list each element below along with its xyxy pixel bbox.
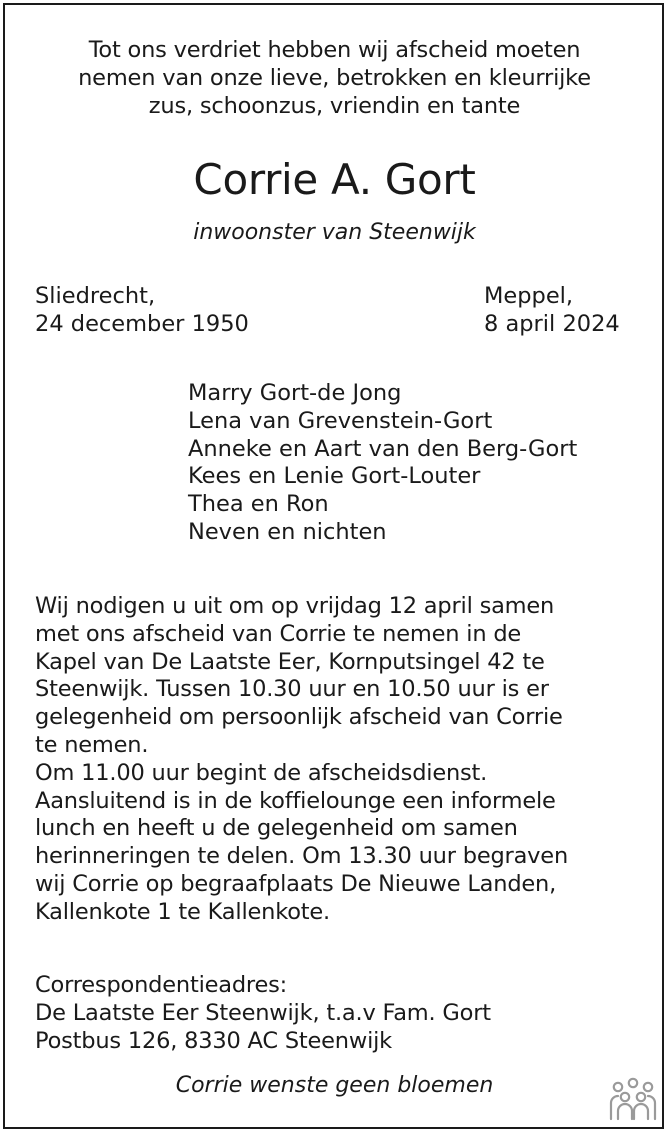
death-place: Meppel, bbox=[484, 283, 574, 309]
birth-date: 24 december 1950 bbox=[35, 311, 249, 337]
family-member: Kees en Lenie Gort-Louter bbox=[188, 463, 481, 490]
intro-line: nemen van onze lieve, betrokken en kleurrijke bbox=[78, 65, 591, 91]
flowers-note: Corrie wenste geen bloemen bbox=[175, 1073, 494, 1098]
intro-line: Tot ons verdriet hebben wij afscheid moeten bbox=[88, 37, 581, 63]
intro-line: zus, schoonzus, vriendin en tante bbox=[148, 93, 521, 119]
correspondence-address bbox=[35, 971, 491, 1055]
service-line: herinneringen te delen. Om 13.30 uur begraven bbox=[35, 843, 568, 870]
service-line: gelegenheid om persoonlijk afscheid van Corrie bbox=[35, 704, 563, 731]
address-line: De Laatste Eer Steenwijk, t.a.v Fam. Gort bbox=[35, 1000, 491, 1026]
family-member: Anneke en Aart van den Berg-Gort bbox=[188, 435, 578, 462]
death-date: 8 april 2024 bbox=[484, 311, 620, 337]
service-line: Kallenkote 1 te Kallenkote. bbox=[35, 898, 331, 925]
family-member: Neven en nichten bbox=[188, 518, 387, 545]
family-member: Marry Gort-de Jong bbox=[188, 380, 402, 406]
service-line: te nemen. bbox=[35, 731, 149, 758]
service-line: wij Corrie op begraafplaats De Nieuwe Landen, bbox=[35, 870, 557, 897]
death-info bbox=[484, 282, 620, 338]
service-line: lunch en heeft u de gelegenheid om samen bbox=[35, 815, 518, 842]
family-member: Lena van Grevenstein-Gort bbox=[188, 407, 493, 434]
service-line: Wij nodigen u uit om op vrijdag 12 april samen bbox=[35, 593, 555, 619]
address-line: Postbus 126, 8330 AC Steenwijk bbox=[35, 1028, 392, 1054]
birth-place: Sliedrecht, bbox=[35, 283, 156, 309]
service-line: Om 11.00 uur begint de afscheidsdienst. bbox=[35, 759, 488, 786]
service-text bbox=[35, 593, 568, 927]
family-member: Thea en Ron bbox=[188, 491, 329, 518]
address-heading: Correspondentieadres: bbox=[35, 972, 288, 998]
people-group-icon bbox=[608, 1077, 658, 1121]
birth-info bbox=[35, 282, 249, 338]
intro-text bbox=[0, 36, 669, 120]
service-line: Steenwijk. Tussen 10.30 uur en 10.50 uur is er bbox=[35, 676, 549, 703]
deceased-residence: inwoonster van Steenwijk bbox=[193, 220, 476, 245]
service-line: Aansluitend is in de koffielounge een informele bbox=[35, 787, 556, 814]
service-line: Kapel van De Laatste Eer, Kornputsingel 42 te bbox=[35, 648, 545, 675]
family-list bbox=[188, 380, 577, 547]
deceased-name: Corrie A. Gort bbox=[193, 155, 476, 204]
service-line: met ons afscheid van Corrie te nemen in de bbox=[35, 620, 522, 647]
